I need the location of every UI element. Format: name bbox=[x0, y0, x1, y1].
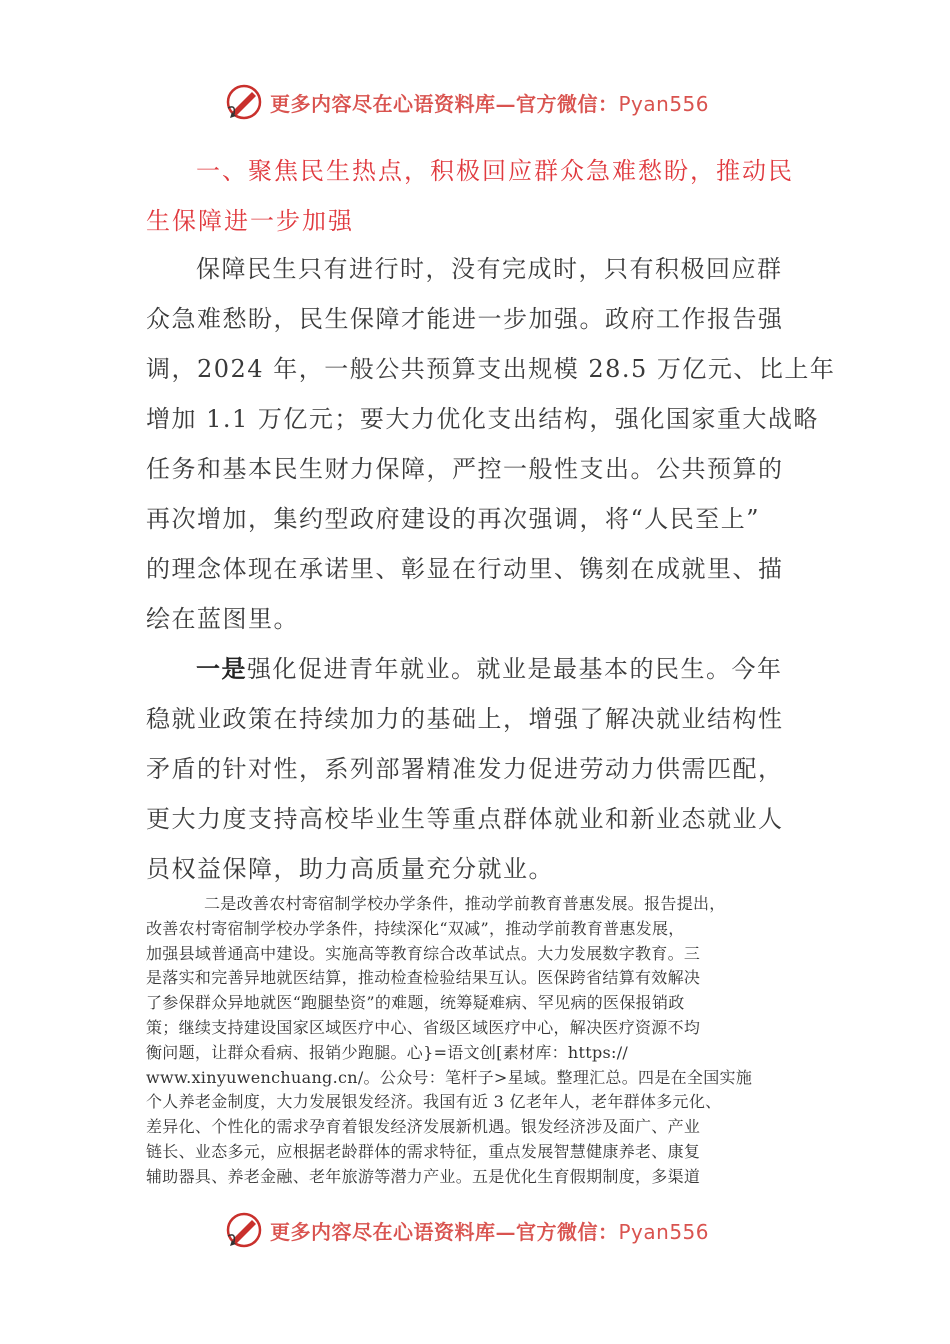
paragraph-2 bbox=[146, 644, 810, 894]
small-line: 衡问题，让群众看病、报销少跑腿。心}=语文创[素材库：https:// bbox=[146, 1042, 629, 1062]
text-line: 再次增加，集约型政府建设的再次强调，将“人民至上” bbox=[146, 505, 761, 533]
section-heading bbox=[146, 146, 806, 246]
wechat-id: Pyan556 bbox=[618, 91, 710, 116]
bold-lead: 一是 bbox=[196, 654, 247, 683]
small-line: 是落实和完善异地就医结算，推动检查检验结果互认。医保跨省结算有效解决 bbox=[146, 968, 701, 988]
paragraph-1 bbox=[146, 244, 836, 644]
banner-text bbox=[270, 1216, 709, 1245]
text-line: 更大力度支持高校毕业生等重点群体就业和新业态就业人 bbox=[146, 805, 784, 833]
text-line: 的理念体现在承诺里、彰显在行动里、镌刻在成就里、描 bbox=[146, 555, 784, 583]
text-line: 增加 1.1 万亿元；要大力优化支出结构，强化国家重大战略 bbox=[146, 405, 819, 433]
text-line: 员权益保障，助力高质量充分就业。 bbox=[146, 855, 554, 883]
text-line bbox=[146, 644, 810, 694]
text-line: 调，2024 年，一般公共预算支出规模 28.5 万亿元、比上年 bbox=[146, 355, 836, 383]
small-line: 改善农村寄宿制学校办学条件，持续深化“双减”，推动学前教育普惠发展， bbox=[146, 918, 685, 938]
heading-line-2: 生保障进一步加强 bbox=[146, 207, 354, 235]
small-line: 辅助器具、养老金融、老年旅游等潜力产业。五是优化生育假期制度，多渠道 bbox=[146, 1166, 701, 1186]
small-line: 了参保群众异地就医“跑腿垫资”的难题，统筹疑难病、罕见病的医保报销政 bbox=[146, 993, 685, 1013]
text-line: 矛盾的针对性，系列部署精准发力促进劳动力供需匹配， bbox=[146, 755, 784, 783]
small-line: 二是改善农村寄宿制学校办学条件，推动学前教育普惠发展。报告提出， bbox=[204, 894, 726, 913]
banner-label: 更多内容尽在心语资料库—官方微信： bbox=[270, 1219, 619, 1244]
text-line: 任务和基本民生财力保障，严控一般性支出。公共预算的 bbox=[146, 455, 784, 483]
text-line: 稳就业政策在持续加力的基础上，增强了解决就业结构性 bbox=[146, 705, 784, 733]
small-line: 策；继续支持建设国家区域医疗中心、省级区域医疗中心，解决医疗资源不均 bbox=[146, 1017, 701, 1037]
small-line: 差异化、个性化的需求孕育着银发经济发展新机遇。银发经济涉及面广、产业 bbox=[146, 1117, 701, 1137]
banner-text bbox=[270, 88, 709, 117]
small-text-block bbox=[146, 892, 808, 1190]
header-banner bbox=[224, 80, 709, 124]
heading-line-1: 一、聚焦民生热点，积极回应群众急难愁盼，推动民 bbox=[196, 157, 794, 185]
text-line-rest: 强化促进青年就业。就业是最基本的民生。今年 bbox=[247, 655, 783, 683]
text-line: 绘在蓝图里。 bbox=[146, 605, 299, 633]
text-line: 众急难愁盼，民生保障才能进一步加强。政府工作报告强 bbox=[146, 305, 784, 333]
text-line: 保障民生只有进行时，没有完成时，只有积极回应群 bbox=[196, 255, 783, 283]
small-line: 链长、业态多元，应根据老龄群体的需求特征，重点发展智慧健康养老、康复 bbox=[146, 1141, 701, 1161]
wechat-id: Pyan556 bbox=[618, 1219, 710, 1244]
footer-banner bbox=[224, 1208, 709, 1252]
pen-logo-icon bbox=[224, 1210, 264, 1250]
banner-label: 更多内容尽在心语资料库—官方微信： bbox=[270, 91, 619, 116]
small-line: 个人养老金制度，大力发展银发经济。我国有近 3 亿老年人，老年群体多元化、 bbox=[146, 1092, 722, 1112]
small-line: 加强县域普通高中建设。实施高等教育综合改革试点。大力发展数字教育。三 bbox=[146, 943, 701, 963]
pen-logo-icon bbox=[224, 82, 264, 122]
small-line: www.xinyuwenchuang.cn/。公众号：笔杆子>星域。整理汇总。四是在全国实施 bbox=[146, 1067, 753, 1087]
